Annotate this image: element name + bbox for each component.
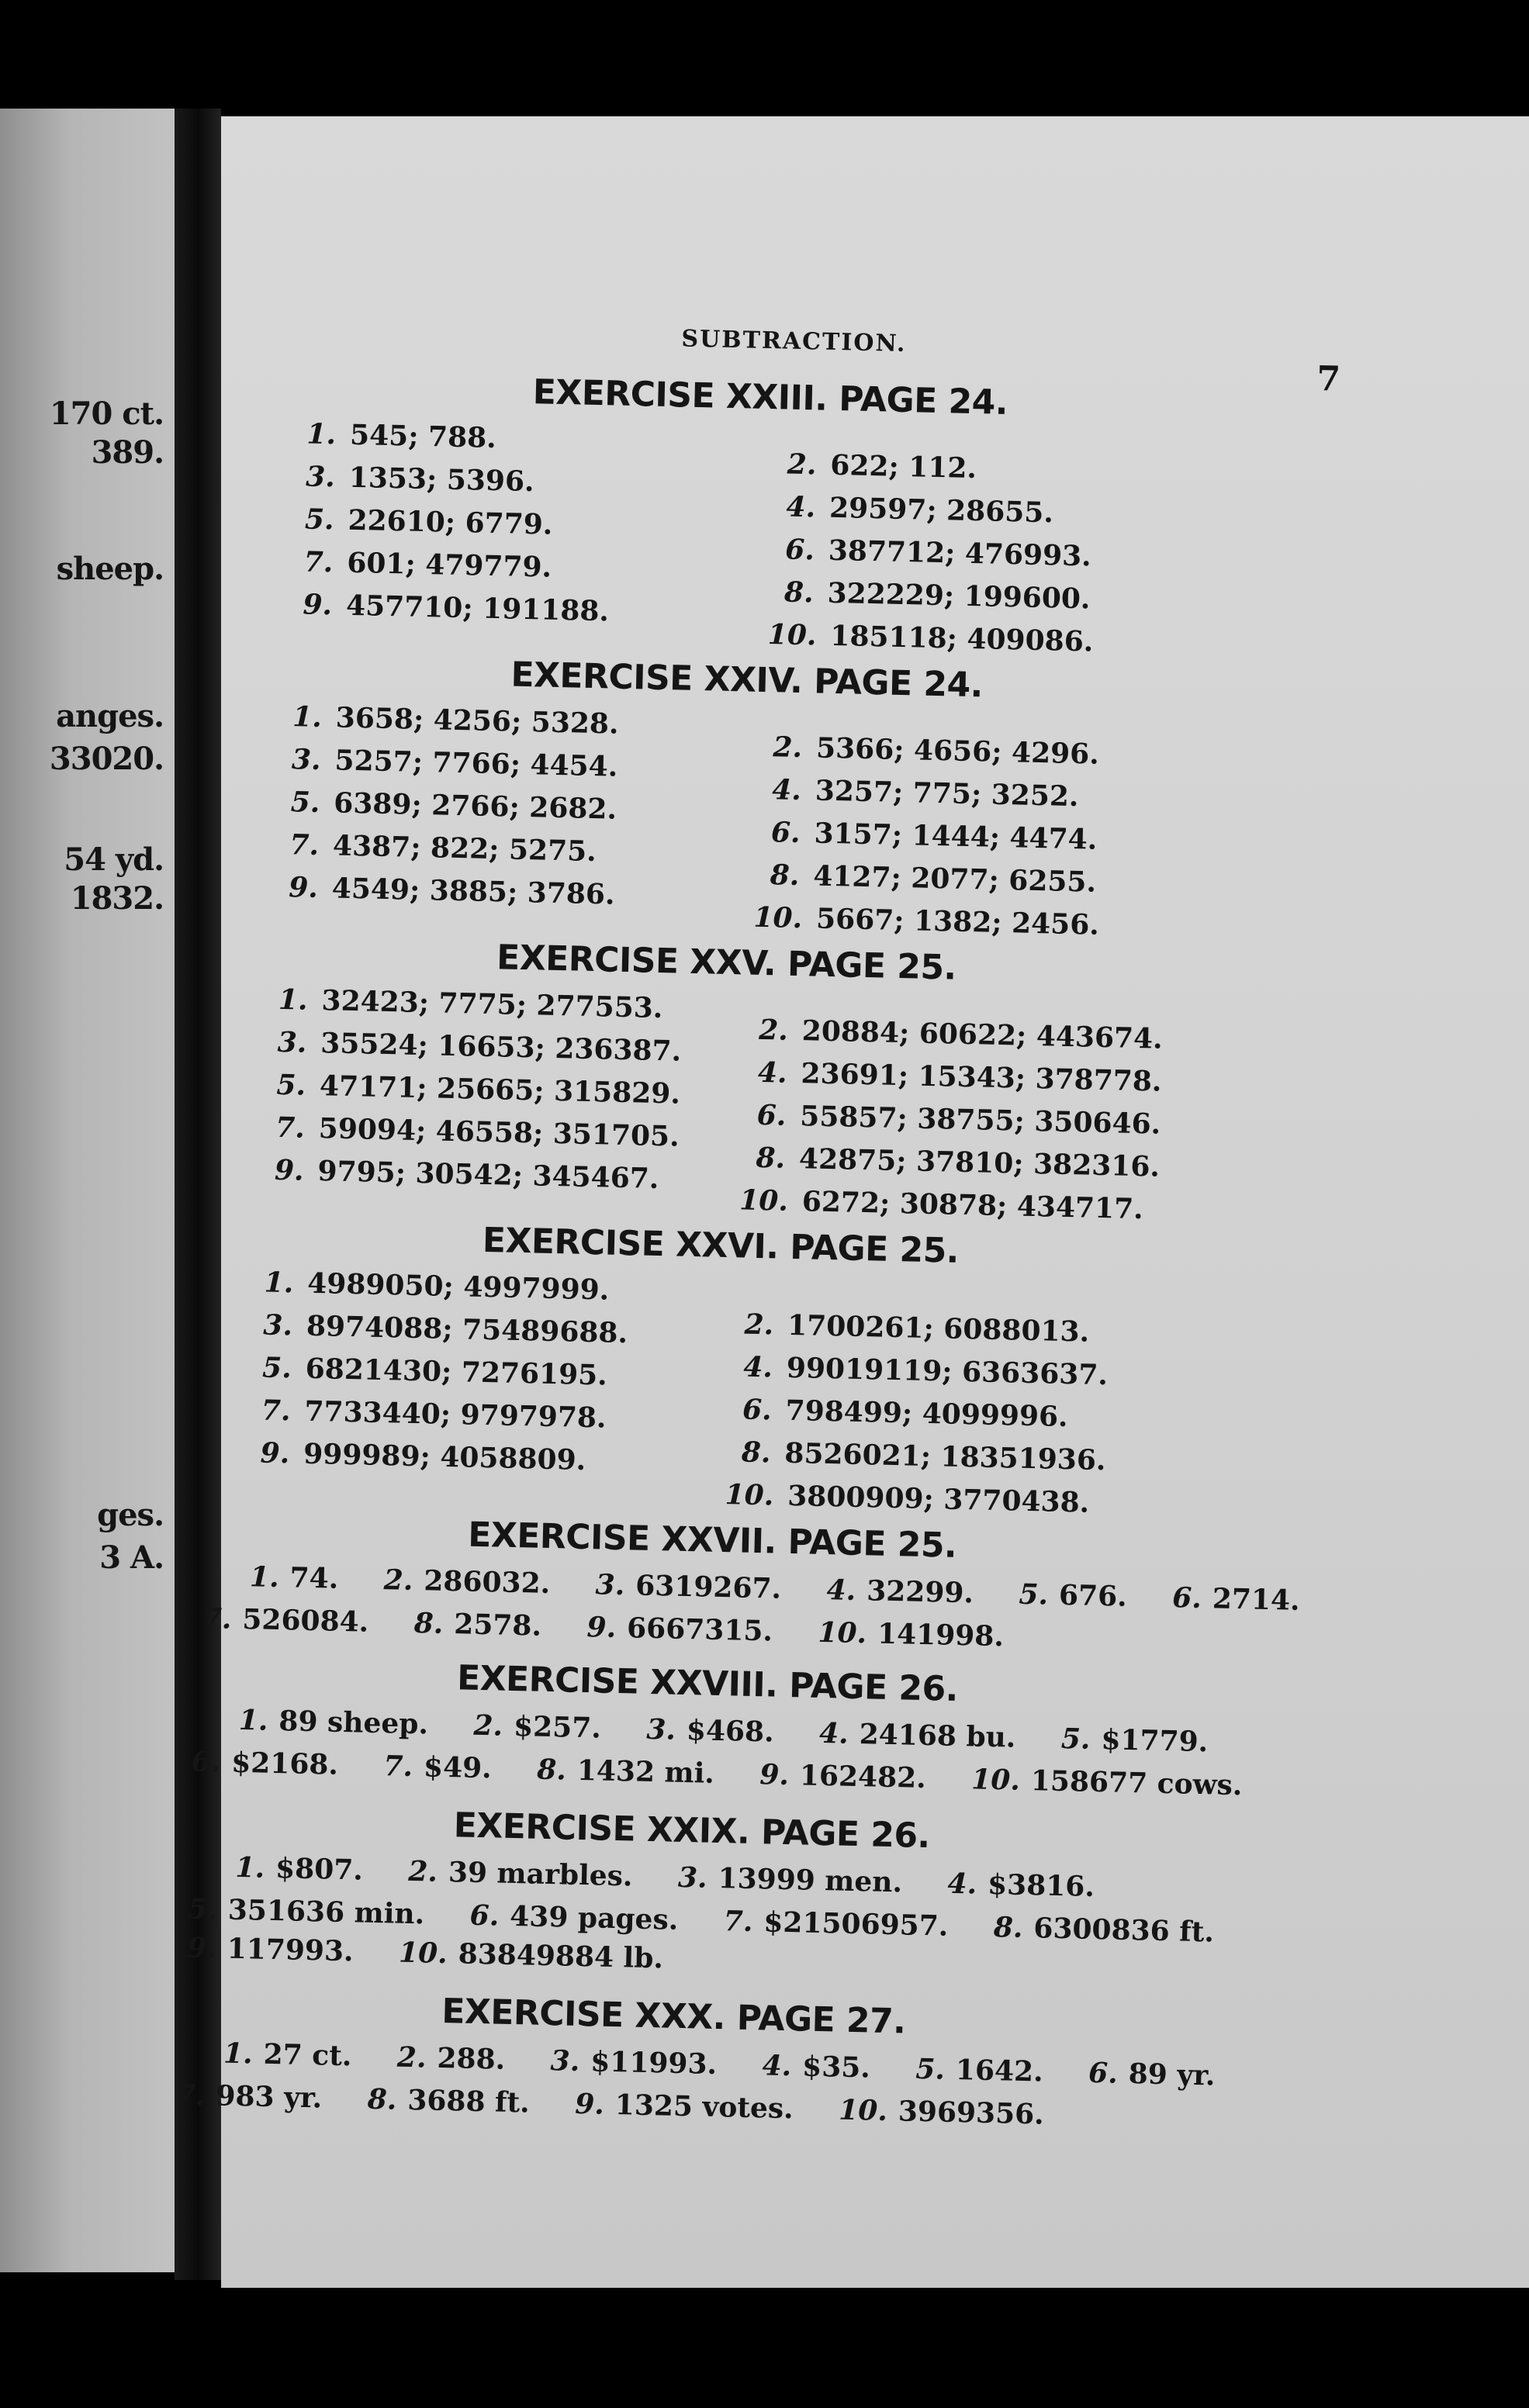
answer-number: 8. xyxy=(993,1911,1023,1944)
answer-value: 162482. xyxy=(799,1759,927,1795)
answer-value: 89 sheep. xyxy=(278,1705,429,1741)
answer-value: 5366; 4656; 4296. xyxy=(815,731,1100,771)
answer-value: 141998. xyxy=(877,1617,1005,1653)
answer-item xyxy=(367,2083,530,2120)
answer-value: 6319267. xyxy=(635,1569,782,1605)
answer-item xyxy=(773,731,1099,771)
answer-number: 7. xyxy=(723,1905,753,1939)
answer-value: 2578. xyxy=(453,1608,542,1643)
answer-value: 439 pages. xyxy=(509,1899,679,1936)
answer-value: 676. xyxy=(1058,1578,1128,1613)
answer-number: 3. xyxy=(291,743,322,776)
answer-value: 545; 788. xyxy=(349,418,497,455)
exercise-title: EXERCISE XXVII. PAGE 25. xyxy=(467,1515,957,1566)
answer-number: 6. xyxy=(770,816,801,850)
answer-item xyxy=(303,545,552,583)
answer-item xyxy=(537,1753,715,1790)
answer-value: 158677 cows. xyxy=(1030,1764,1243,1802)
answer-item xyxy=(261,1394,606,1434)
answer-item xyxy=(469,1899,679,1936)
answer-value: 3658; 4256; 5328. xyxy=(335,701,619,741)
answer-value: 13999 men. xyxy=(718,1861,903,1899)
answer-number: 10. xyxy=(753,900,803,935)
answer-number: 8. xyxy=(756,1141,786,1175)
answer-number: 4. xyxy=(786,490,816,524)
answer-value: 1642. xyxy=(955,2054,1044,2088)
answer-number: 9. xyxy=(586,1611,617,1644)
answer-item xyxy=(274,1154,659,1195)
answer-item xyxy=(725,1478,1090,1519)
left-text-fragment: anges. xyxy=(56,698,164,734)
answer-number: 6. xyxy=(742,1393,773,1427)
answer-value: 27 ct. xyxy=(263,2037,352,2073)
answer-item xyxy=(818,1616,1004,1653)
answer-item xyxy=(396,2041,505,2076)
answer-number: 10. xyxy=(970,1763,1021,1797)
answer-number: 6. xyxy=(1088,2056,1119,2090)
answer-item xyxy=(473,1709,601,1745)
answer-number: 6. xyxy=(756,1098,787,1132)
answer-value: 2714. xyxy=(1212,1582,1301,1617)
answer-number: 4. xyxy=(742,1350,773,1384)
answer-item xyxy=(292,743,618,783)
answer-item xyxy=(575,2088,794,2125)
answer-number: 8. xyxy=(536,1753,567,1787)
answer-number: 3. xyxy=(262,1308,293,1342)
exercise-title: EXERCISE XXVIII. PAGE 26. xyxy=(456,1658,959,1709)
answer-number: 5. xyxy=(187,1892,218,1926)
page-number: 7 xyxy=(1316,359,1341,399)
answer-item xyxy=(785,534,1091,573)
answer-number: 4. xyxy=(818,1716,849,1750)
answer-value: $1779. xyxy=(1100,1723,1209,1759)
answer-item xyxy=(188,1893,425,1931)
answer-item xyxy=(278,983,662,1024)
exercise-title: EXERCISE XXIII. PAGE 24. xyxy=(532,372,1008,423)
answer-item xyxy=(187,1931,354,1968)
answer-value: 8526021; 18351936. xyxy=(784,1436,1106,1477)
answer-value: $2168. xyxy=(230,1746,339,1781)
answer-item xyxy=(399,1936,664,1975)
answer-number: 9. xyxy=(574,2087,605,2121)
answer-item xyxy=(743,1351,1109,1392)
answer-number: 8. xyxy=(367,2082,397,2116)
answer-value: $807. xyxy=(275,1852,364,1887)
answer-value: 89 yr. xyxy=(1128,2057,1216,2092)
answer-value: 4989050; 4997999. xyxy=(306,1266,610,1307)
answer-item xyxy=(383,1563,550,1600)
answer-value: $11993. xyxy=(590,2045,718,2082)
answer-number: 3. xyxy=(595,1568,625,1602)
answer-row xyxy=(187,1931,700,1975)
answer-item xyxy=(756,1142,1160,1183)
answer-item xyxy=(413,1607,541,1643)
answer-value: 59094; 46558; 351705. xyxy=(318,1112,680,1153)
answer-value: 9795; 30542; 345467. xyxy=(317,1155,659,1196)
answer-number: 1. xyxy=(238,1703,268,1737)
answer-number: 7. xyxy=(275,1111,306,1145)
exercise-title: EXERCISE XXVI. PAGE 25. xyxy=(482,1220,960,1271)
answer-value: 6272; 30878; 434717. xyxy=(801,1185,1144,1226)
answer-number: 1. xyxy=(292,700,323,734)
answer-number: 10. xyxy=(838,2093,888,2128)
answer-item xyxy=(826,1574,974,1609)
answer-item xyxy=(383,1750,492,1784)
answer-number: 1. xyxy=(249,1560,280,1594)
exercise-title: EXERCISE XXIV. PAGE 24. xyxy=(510,655,984,706)
answer-item xyxy=(1088,2057,1216,2092)
answer-value: 4127; 2077; 6255. xyxy=(812,859,1097,899)
answer-item xyxy=(306,460,534,498)
left-text-fragment: 1832. xyxy=(70,880,164,917)
answer-number: 8. xyxy=(770,859,800,893)
answer-value: 23691; 15343; 378778. xyxy=(801,1057,1162,1098)
answer-number: 5. xyxy=(261,1351,292,1385)
answer-value: 117993. xyxy=(227,1932,355,1968)
left-page-fragment xyxy=(0,109,175,2272)
answer-value: 4549; 3885; 3786. xyxy=(331,872,615,911)
answer-value: 35524; 16653; 236387. xyxy=(320,1027,682,1068)
answer-value: 3969356. xyxy=(898,2095,1045,2131)
answer-item xyxy=(839,2094,1044,2131)
answer-value: 6821430; 7276195. xyxy=(305,1352,608,1392)
answer-item xyxy=(947,1867,1095,1903)
answer-value: 3257; 775; 3252. xyxy=(815,774,1079,814)
answer-number: 3. xyxy=(277,1025,307,1059)
answer-item xyxy=(260,1436,586,1477)
answer-item xyxy=(971,1763,1243,1802)
answer-item xyxy=(646,1713,774,1749)
answer-number: 2. xyxy=(396,2040,427,2075)
answer-item xyxy=(739,1183,1143,1225)
answer-value: 286032. xyxy=(423,1564,551,1600)
answer-number: 5. xyxy=(915,2052,946,2086)
answer-item xyxy=(238,1704,428,1741)
answer-number: 10. xyxy=(818,1615,867,1650)
answer-number: 9. xyxy=(288,871,319,904)
answer-number: 4. xyxy=(762,2049,792,2083)
left-text-fragment: 3 A. xyxy=(99,1539,164,1576)
answer-item xyxy=(263,1309,628,1350)
answer-value: 32299. xyxy=(866,1574,974,1610)
answer-value: 387712; 476993. xyxy=(828,534,1092,573)
answer-number: 9. xyxy=(274,1153,305,1187)
answer-page xyxy=(175,116,1529,2288)
left-text-fragment: ges. xyxy=(97,1497,164,1533)
answer-row xyxy=(175,2078,1080,2131)
answer-number: 2. xyxy=(787,447,817,482)
answer-number: 3. xyxy=(305,460,336,494)
answer-item xyxy=(262,1352,607,1392)
answer-number: 4. xyxy=(771,773,802,807)
answer-item xyxy=(290,786,617,826)
answer-number: 7. xyxy=(202,1601,232,1636)
answer-item xyxy=(758,1056,1162,1098)
answer-item xyxy=(202,1602,368,1639)
answer-number: 6. xyxy=(1171,1581,1202,1615)
answer-number: 8. xyxy=(413,1607,444,1640)
page-content xyxy=(172,102,1529,2303)
answer-item xyxy=(277,1026,681,1068)
answer-item xyxy=(292,700,619,741)
answer-number: 6. xyxy=(784,533,815,567)
answer-number: 1. xyxy=(306,417,337,451)
answer-item xyxy=(759,1758,926,1795)
answer-number: 2. xyxy=(744,1308,774,1342)
answer-item xyxy=(289,871,615,911)
answer-number: 2. xyxy=(383,1563,413,1597)
answer-item xyxy=(762,2049,870,2084)
answer-value: 22610; 6779. xyxy=(348,503,553,541)
answer-value: 185118; 409086. xyxy=(829,619,1094,658)
answer-item xyxy=(305,503,553,541)
answer-number: 10. xyxy=(725,1478,774,1512)
answer-item xyxy=(678,1861,903,1899)
answer-value: 47171; 25665; 315829. xyxy=(319,1069,681,1111)
answer-number: 5. xyxy=(275,1068,306,1102)
answer-value: 1700261; 6088013. xyxy=(787,1308,1090,1349)
answer-value: 6389; 2766; 2682. xyxy=(333,786,617,826)
answer-number: 7. xyxy=(383,1750,413,1784)
left-text-fragment: sheep. xyxy=(56,551,164,587)
answer-number: 2. xyxy=(473,1708,503,1743)
answer-number: 9. xyxy=(303,588,333,622)
answer-number: 3. xyxy=(645,1712,676,1746)
answer-item xyxy=(175,2078,322,2114)
answer-number: 5. xyxy=(1060,1722,1091,1756)
answer-number: 3. xyxy=(550,2044,580,2078)
answer-value: 8974088; 75489688. xyxy=(306,1309,628,1350)
answer-item xyxy=(1172,1581,1300,1617)
answer-number: 10. xyxy=(767,618,817,652)
answer-item xyxy=(595,1568,781,1605)
answer-item xyxy=(235,1851,363,1887)
answer-value: 798499; 4099996. xyxy=(785,1394,1069,1434)
answer-item xyxy=(303,588,609,627)
answer-value: 32423; 7775; 277553. xyxy=(321,984,663,1025)
exercise-title: EXERCISE XXX. PAGE 27. xyxy=(441,1991,907,2042)
answer-item xyxy=(787,448,977,485)
answer-item xyxy=(741,1436,1106,1477)
answer-value: 3157; 1444; 4474. xyxy=(814,817,1098,856)
answer-number: 6. xyxy=(191,1745,221,1779)
answer-number: 2. xyxy=(758,1013,789,1047)
answer-value: 4387; 822; 5275. xyxy=(332,829,597,869)
answer-number: 7. xyxy=(261,1394,292,1428)
answer-number: 2. xyxy=(407,1854,438,1888)
left-text-fragment: 389. xyxy=(91,434,164,471)
answer-value: 6667315. xyxy=(626,1612,773,1648)
answer-value: $257. xyxy=(513,1709,602,1745)
answer-number: 9. xyxy=(759,1758,790,1792)
left-text-fragment: 54 yd. xyxy=(64,841,164,878)
answer-number: 2. xyxy=(773,731,803,765)
answer-item xyxy=(819,1717,1016,1754)
answer-value: 3688 ft. xyxy=(406,2083,531,2120)
answer-item xyxy=(250,1560,339,1595)
answer-item xyxy=(264,1266,609,1307)
answer-item xyxy=(915,2053,1043,2088)
answer-value: 29597; 28655. xyxy=(828,491,1054,530)
answer-item xyxy=(223,2037,352,2073)
answer-number: 5. xyxy=(290,786,320,819)
answer-number: 4. xyxy=(826,1574,856,1607)
answer-item xyxy=(771,816,1098,856)
exercise-title: EXERCISE XXIX. PAGE 26. xyxy=(453,1805,931,1857)
answer-number: 1. xyxy=(223,2037,254,2071)
answer-number: 8. xyxy=(784,575,815,610)
left-text-fragment: 170 ct. xyxy=(49,396,164,432)
answer-row xyxy=(202,1602,1040,1653)
answer-item xyxy=(767,618,1093,658)
answer-value: 601; 479779. xyxy=(346,546,552,584)
answer-number: 10. xyxy=(398,1936,448,1971)
answer-number: 8. xyxy=(741,1435,771,1470)
answer-item xyxy=(191,1746,338,1781)
answer-item xyxy=(550,2044,717,2081)
answer-value: 622; 112. xyxy=(829,448,977,485)
answer-item xyxy=(756,1099,1161,1141)
answer-value: $35. xyxy=(801,2050,871,2085)
answer-number: 1. xyxy=(235,1850,265,1885)
answer-number: 9. xyxy=(260,1436,290,1470)
answer-number: 6. xyxy=(469,1898,500,1933)
answer-item xyxy=(275,1111,680,1153)
answer-number: 10. xyxy=(739,1183,789,1218)
answer-value: 5257; 7766; 4454. xyxy=(334,744,618,783)
answer-item xyxy=(744,1308,1089,1349)
answer-value: 42875; 37810; 382316. xyxy=(798,1142,1161,1183)
running-head: SUBTRACTION. xyxy=(681,325,907,358)
answer-item xyxy=(784,576,1091,616)
answer-value: $468. xyxy=(686,1714,775,1749)
answer-value: 99019119; 6363637. xyxy=(786,1351,1109,1392)
answer-value: 351636 min. xyxy=(227,1893,425,1931)
answer-item xyxy=(770,859,1096,899)
answer-number: 4. xyxy=(757,1055,788,1090)
answer-number: 1. xyxy=(264,1266,294,1300)
answer-item xyxy=(586,1611,773,1647)
answer-item xyxy=(993,1911,1214,1948)
answer-number: 7. xyxy=(289,828,320,862)
answer-item xyxy=(723,1905,948,1943)
answer-value: 999989; 4058809. xyxy=(303,1437,586,1477)
answer-value: 7733440; 9797978. xyxy=(304,1394,607,1435)
answer-number: 7. xyxy=(175,2078,206,2113)
answer-value: 83849884 lb. xyxy=(458,1937,664,1975)
answer-item xyxy=(753,901,1099,941)
answer-item xyxy=(1060,1722,1208,1758)
answer-value: $3816. xyxy=(987,1867,1095,1903)
answer-item xyxy=(408,1855,633,1893)
answer-number: 1. xyxy=(278,983,309,1017)
answer-value: 6300836 ft. xyxy=(1033,1912,1215,1949)
answer-item xyxy=(276,1069,680,1111)
answer-value: 457710; 191188. xyxy=(345,589,610,628)
answer-value: $49. xyxy=(423,1750,493,1785)
answer-value: 322229; 199600. xyxy=(827,576,1091,616)
answer-value: 3800909; 3770438. xyxy=(787,1479,1090,1519)
left-text-fragment: 33020. xyxy=(49,741,164,777)
answer-number: 9. xyxy=(186,1931,217,1965)
answer-item xyxy=(759,1014,1163,1055)
answer-value: 5667; 1382; 2456. xyxy=(815,902,1100,941)
answer-value: 1432 mi. xyxy=(576,1753,715,1790)
answer-value: $21506957. xyxy=(763,1905,949,1943)
answer-number: 4. xyxy=(947,1867,977,1901)
answer-item xyxy=(772,773,1079,813)
answer-item xyxy=(742,1394,1068,1434)
answer-item xyxy=(289,828,597,868)
answer-value: 39 marbles. xyxy=(448,1856,633,1893)
answer-value: 24168 bu. xyxy=(859,1718,1016,1754)
answer-value: 1325 votes. xyxy=(614,2088,794,2126)
answer-value: 20884; 60622; 443674. xyxy=(801,1014,1164,1055)
answer-number: 3. xyxy=(677,1860,708,1895)
answer-value: 983 yr. xyxy=(215,2079,323,2115)
answer-value: 1353; 5396. xyxy=(348,461,535,499)
answer-number: 5. xyxy=(1019,1577,1049,1612)
answer-number: 7. xyxy=(303,545,334,579)
exercise-title: EXERCISE XXV. PAGE 25. xyxy=(496,938,957,988)
answer-number: 5. xyxy=(304,503,335,537)
answer-item xyxy=(1019,1578,1127,1613)
answer-value: 74. xyxy=(289,1561,339,1595)
answer-value: 526084. xyxy=(241,1603,369,1639)
answer-item xyxy=(786,491,1053,530)
answer-value: 55857; 38755; 350646. xyxy=(799,1100,1161,1141)
answer-value: 288. xyxy=(437,2041,506,2076)
answer-item xyxy=(306,417,496,454)
